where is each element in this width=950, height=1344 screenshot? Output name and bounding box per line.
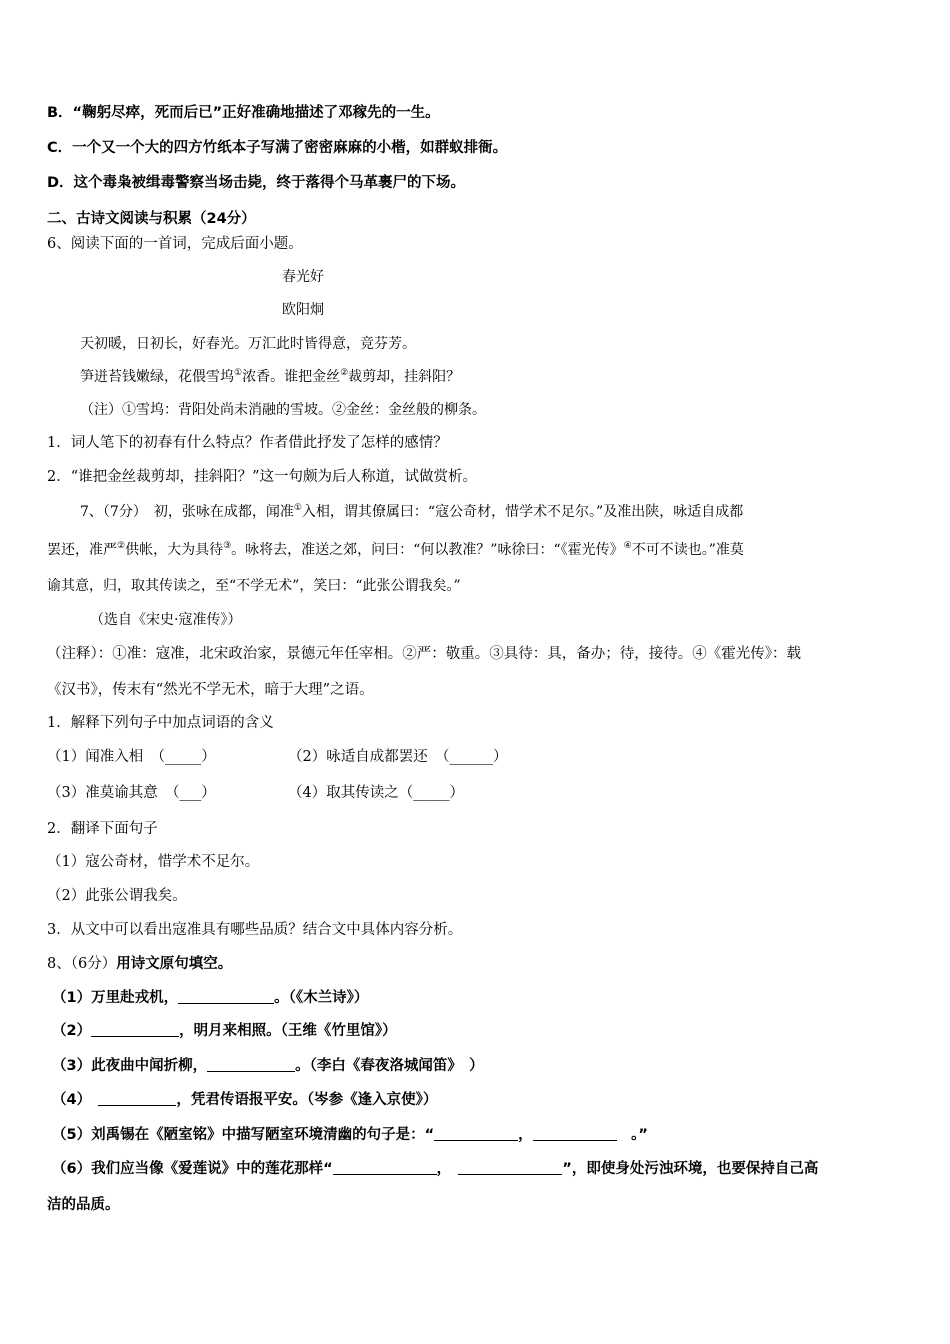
q8-item-3: （3）此夜曲中闻折柳， 。（李白《春夜洛城闻笛》 ） (52, 1058, 484, 1074)
q7-source: （选自《宋史·寇准传》） (90, 612, 242, 628)
q7-q1-item-3: （3）准莫谕其意 （___） (47, 785, 216, 801)
answer-blank[interactable] (434, 1126, 518, 1141)
q8-title: 8、（6分）用诗文原句填空。 (47, 956, 233, 972)
q8-item-6-continued: 洁的品质。 (47, 1197, 120, 1213)
q7-passage-line-1: 7、（7分） 初，张咏在成都，闻准①入相，谓其僚属曰：“寇公奇材，惜学术不足尔。”及准出陕，咏适自成都 (80, 503, 744, 520)
poem-author: 欧阳炯 (282, 302, 324, 318)
q7-passage-line-3: 谕其意，归，取其传读之，至“不学无术”，笑曰：“此张公谓我矣。” (47, 578, 461, 594)
q6-question-2: 2．“谁把金丝裁剪却，挂斜阳？”这一句颇为后人称道，试做赏析。 (47, 469, 478, 485)
poem-title: 春光好 (282, 269, 324, 285)
q7-q2-item-1: （1）寇公奇材，惜学术不足尔。 (47, 854, 260, 870)
answer-blank[interactable] (333, 1160, 437, 1175)
answer-blank[interactable] (178, 989, 274, 1004)
option-c: C．一个又一个大的四方竹纸本子写满了密密麻麻的小楷，如群蚁排衙。 (47, 140, 508, 156)
q8-item-4: （4） ，凭君传语报平安。（岑参《逢入京使》） (52, 1092, 438, 1108)
section-heading: 二、古诗文阅读与积累（24分） (47, 211, 256, 227)
answer-blank[interactable] (458, 1160, 562, 1175)
q7-q2-item-2: （2）此张公谓我矣。 (47, 888, 187, 904)
q6-intro: 6、阅读下面的一首词，完成后面小题。 (47, 236, 303, 252)
q7-question-2: 2．翻译下面句子 (47, 821, 158, 837)
q7-q1-item-2: （2）咏适自成都罢还 （______） (288, 749, 508, 765)
q8-item-1: （1）万里赴戎机， 。（《木兰诗》） (52, 990, 369, 1006)
q7-passage-line-2: 罢还，准严②供帐，大为具待③。咏将去，准送之郊，问曰：“何以教准？”咏徐曰：“《霍光传》④不可不读也。”准莫 (47, 541, 744, 558)
q7-question-1: 1．解释下列句子中加点词语的含义 (47, 715, 274, 731)
option-b: B．“鞠躬尽瘁，死而后已”正好准确地描述了邓稼先的一生。 (47, 105, 440, 121)
q6-question-1: 1．词人笔下的初春有什么特点？作者借此抒发了怎样的感情？ (47, 435, 448, 451)
q8-item-6: （6）我们应当像《爱莲说》中的莲花那样“ ， ”，即使身处污浊环境，也要保持自己高 (52, 1161, 819, 1177)
poem-note: （注）①雪坞：背阳处尚未消融的雪坡。②金丝：金丝般的柳条。 (80, 402, 486, 418)
option-d: D．这个毒枭被缉毒警察当场击毙，终于落得个马革裹尸的下场。 (47, 175, 466, 191)
answer-blank[interactable] (207, 1057, 295, 1072)
q7-q1-item-1: （1）闻准入相 （_____） (47, 749, 216, 765)
q8-item-5: （5）刘禹锡在《陋室铭》中描写陋室环境清幽的句子是：“ ， 。” (52, 1127, 648, 1143)
q7-q1-item-4: （4）取其传读之（_____） (288, 785, 464, 801)
poem-line-2: 笋迸苔钱嫩绿，花偎雪坞①浓香。谁把金丝②裁剪却，挂斜阳？ (80, 368, 461, 385)
q7-question-3: 3．从文中可以看出寇准具有哪些品质？结合文中具体内容分析。 (47, 922, 463, 938)
answer-blank[interactable] (533, 1126, 617, 1141)
answer-blank[interactable] (91, 1022, 179, 1037)
q8-item-2: （2） ，明月来相照。（王维《竹里馆》） (52, 1023, 397, 1039)
poem-line-1: 天初暖，日初长，好春光。万汇此时皆得意，竞芬芳。 (80, 336, 416, 352)
answer-blank[interactable] (98, 1091, 176, 1106)
q7-notes-line-2: 《汉书》，传末有“然光不学无术，暗于大理”之语。 (47, 682, 374, 698)
q7-notes-line-1: （注释）：①准：寇准，北宋政治家，景德元年任宰相。②严：敬重。③具待：具，备办；待，接待。④《霍光传》：载 (47, 646, 801, 662)
